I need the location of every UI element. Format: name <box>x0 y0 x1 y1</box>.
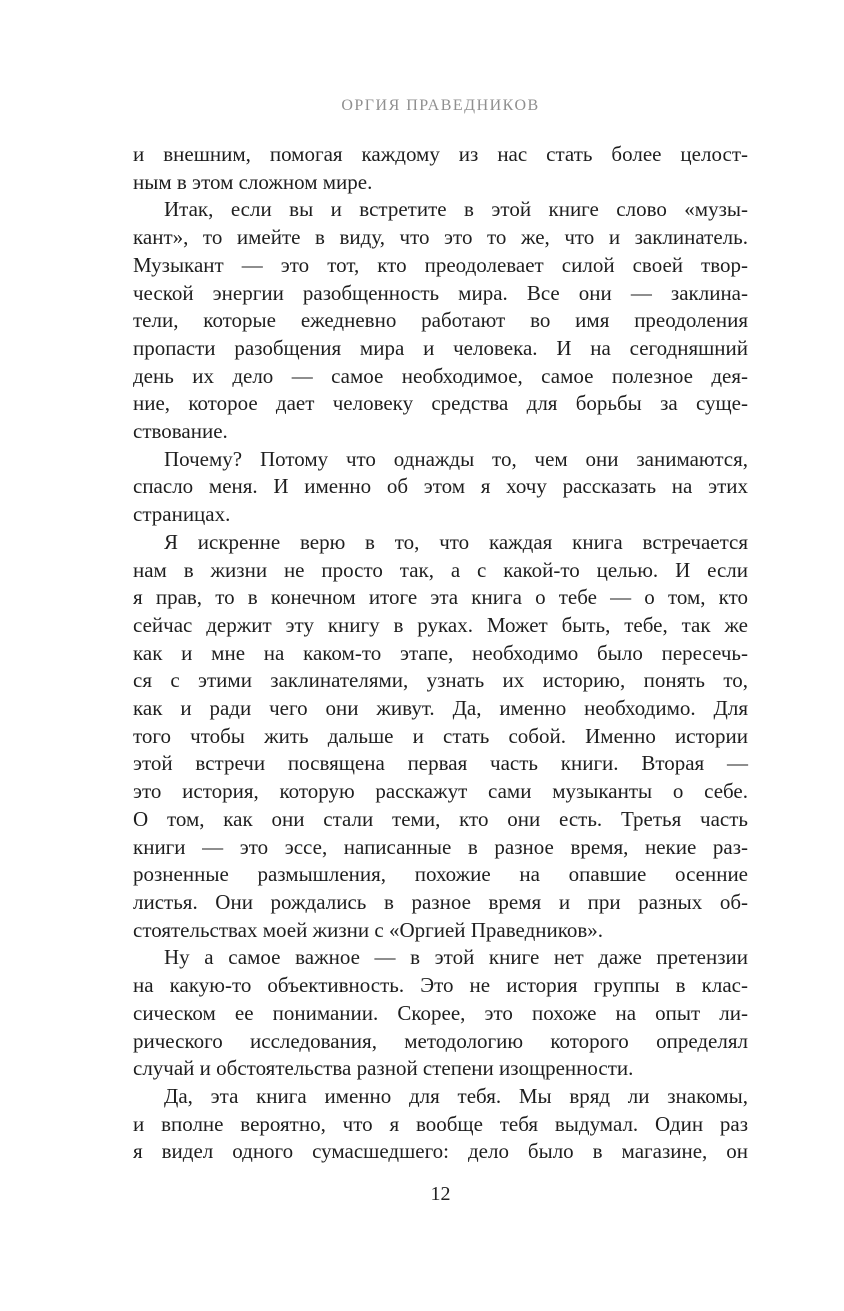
paragraph <box>133 944 748 1083</box>
paragraph <box>133 446 748 529</box>
paragraph <box>133 141 748 196</box>
text-line: и внешним, помогая каждому из нас стать более целост- <box>133 142 748 166</box>
text-line: спасло меня. И именно об этом я хочу рассказать на этих <box>133 474 748 499</box>
text-line: О том, как они стали теми, кто они есть. Третья часть <box>133 806 748 831</box>
text-line: я прав, то в конечном итоге эта книга о тебе — о том, кто <box>133 585 748 610</box>
text-line: сическом ее понимании. Скорее, это похоже на опыт ли- <box>133 1000 748 1025</box>
paragraph <box>133 529 748 945</box>
paragraph <box>133 1083 748 1166</box>
text-line: ческой энергии разобщенность мира. Все они — заклина- <box>133 280 748 305</box>
text-line: день их дело — самое необходимое, самое полезное дея- <box>133 363 748 388</box>
text-line: как и ради чего они живут. Да, именно необходимо. Для <box>133 696 748 721</box>
text-line: розненные размышления, похожие на опавшие осенние <box>133 862 748 887</box>
page-number: 12 <box>430 1183 451 1205</box>
text-line: Ну а самое важное — в этой книге нет даже претензии <box>164 945 748 970</box>
text-line: книги — это эссе, написанные в разное время, некие раз- <box>133 834 748 859</box>
text-line: Итак, если вы и встретите в этой книге слово «музы- <box>164 197 748 222</box>
text-line: страницах. <box>133 502 231 527</box>
text-line: и вполне вероятно, что я вообще тебя выдумал. Один раз <box>133 1111 748 1136</box>
text-line: листья. Они рождались в разное время и при разных об- <box>133 889 748 914</box>
text-line: на какую-то объективность. Это не история группы в клас- <box>133 973 748 998</box>
text-line: нам в жизни не просто так, а с какой-то целью. И если <box>133 557 748 582</box>
body-text <box>133 141 748 1166</box>
text-line: как и мне на каком-то этапе, необходимо было пересечь- <box>133 640 748 665</box>
text-line: ние, которое дает человеку средства для борьбы за суще- <box>133 391 748 416</box>
text-line: ствование. <box>133 419 228 444</box>
text-line: пропасти разобщения мира и человека. И на сегодняшний <box>133 335 748 360</box>
text-line: Я искренне верю в то, что каждая книга встречается <box>164 529 748 554</box>
text-line: рического исследования, методологию которого определял <box>133 1028 748 1053</box>
running-header: ОРГИЯ ПРАВЕДНИКОВ <box>341 97 540 114</box>
text-line: кант», то имейте в виду, что это то же, что и заклинатель. <box>133 225 748 250</box>
text-line: это история, которую расскажут сами музыканты о себе. <box>133 779 748 804</box>
text-line: Музыкант — это тот, кто преодолевает силой своей твор- <box>133 252 748 277</box>
text-line: случай и обстоятельства разной степени изощренности. <box>133 1056 634 1081</box>
text-line: ся с этими заклинателями, узнать их историю, понять то, <box>133 668 748 693</box>
text-line: сейчас держит эту книгу в руках. Может быть, тебе, так же <box>133 612 748 637</box>
text-line: этой встречи посвящена первая часть книги. Вторая — <box>133 751 748 776</box>
text-line: того чтобы жить дальше и стать собой. Именно истории <box>133 723 748 748</box>
paragraph <box>133 196 748 445</box>
text-line: Да, эта книга именно для тебя. Мы вряд ли знакомы, <box>164 1083 748 1108</box>
text-line: ным в этом сложном мире. <box>133 169 373 194</box>
text-line: Почему? Потому что однажды то, чем они занимаются, <box>164 446 748 471</box>
text-line: тели, которые ежедневно работают во имя преодоления <box>133 308 748 333</box>
text-line: стоятельствах моей жизни с «Оргией Праведников». <box>133 917 604 942</box>
text-line: я видел одного сумасшедшего: дело было в магазине, он <box>133 1139 748 1164</box>
